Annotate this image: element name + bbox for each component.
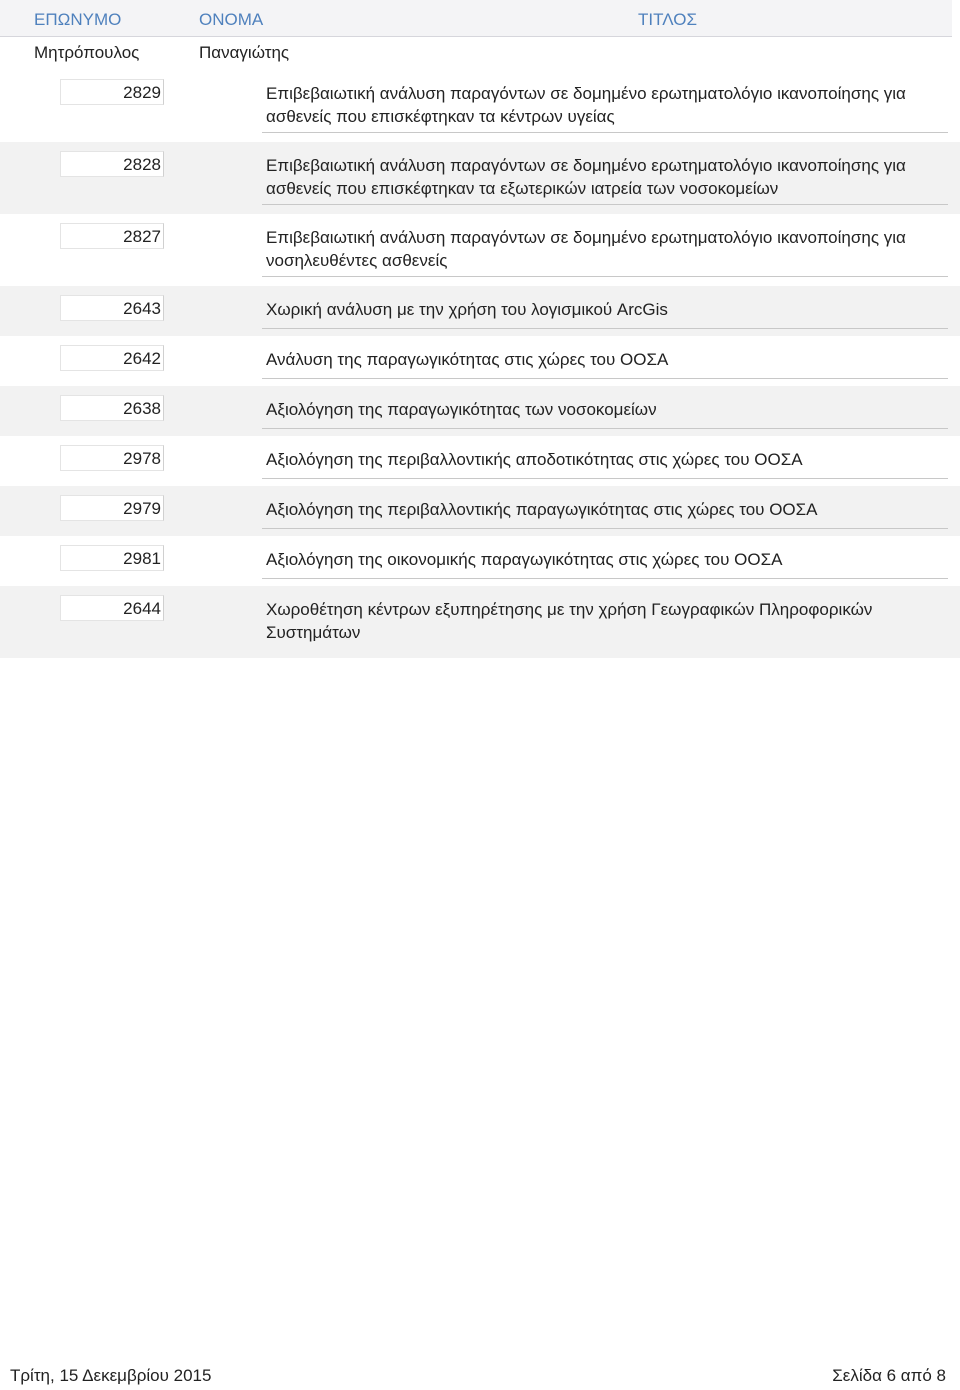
- code-cell: [60, 595, 164, 621]
- row-divider: [262, 204, 948, 205]
- table-row: [0, 486, 960, 536]
- code-cell: [60, 545, 164, 571]
- thesis-title: Χωροθέτηση κέντρων εξυπηρέτησης με την χρήση Γεωγραφικών Πληροφορικών Συστημάτων: [266, 600, 873, 642]
- table-row: [0, 386, 960, 436]
- table-row: [0, 286, 960, 336]
- row-divider: [262, 328, 948, 329]
- code-cell: [60, 395, 164, 421]
- thesis-code: 2642: [123, 349, 161, 368]
- code-cell: [60, 445, 164, 471]
- table-header: [0, 0, 952, 37]
- name-column-header: ΟΝΟΜΑ: [199, 10, 264, 29]
- thesis-title: Αξιολόγηση της περιβαλλοντικής αποδοτικότητας στις χώρες του ΟΟΣΑ: [266, 450, 803, 469]
- code-cell: [60, 79, 164, 105]
- thesis-title: Αξιολόγηση της περιβαλλοντικής παραγωγικότητας στις χώρες του ΟΟΣΑ: [266, 500, 818, 519]
- thesis-code: 2827: [123, 227, 161, 246]
- table-row: [0, 536, 960, 586]
- row-divider: [262, 578, 948, 579]
- row-divider: [262, 428, 948, 429]
- footer-date: Τρίτη, 15 Δεκεμβρίου 2015: [10, 1366, 212, 1385]
- title-column-header: ΤΙΤΛΟΣ: [638, 10, 697, 29]
- thesis-title: Επιβεβαιωτική ανάλυση παραγόντων σε δομημένο ερωτηματολόγιο ικανοποίησης για ασθενείς που επισκέφτηκαν τα κέντρων υγείας: [266, 84, 906, 126]
- code-cell: [60, 223, 164, 249]
- thesis-list: [0, 70, 960, 658]
- row-divider: [262, 528, 948, 529]
- thesis-title: Ανάλυση της παραγωγικότητας στις χώρες του ΟΟΣΑ: [266, 350, 669, 369]
- row-divider: [262, 378, 948, 379]
- thesis-title: Επιβεβαιωτική ανάλυση παραγόντων σε δομημένο ερωτηματολόγιο ικανοποίησης για νοσηλευθέντες ασθενείς: [266, 228, 906, 270]
- thesis-code: 2981: [123, 549, 161, 568]
- person-surname: Μητρόπουλος: [34, 43, 140, 62]
- code-cell: [60, 151, 164, 177]
- row-divider: [262, 132, 948, 133]
- thesis-code: 2829: [123, 83, 161, 102]
- table-row: [0, 70, 960, 142]
- thesis-title: Αξιολόγηση της οικονομικής παραγωγικότητας στις χώρες του ΟΟΣΑ: [266, 550, 783, 569]
- footer-page-number: Σελίδα 6 από 8: [832, 1366, 946, 1385]
- thesis-code: 2978: [123, 449, 161, 468]
- thesis-title: Χωρική ανάλυση με την χρήση του λογισμικού ArcGis: [266, 300, 668, 319]
- table-row: [0, 142, 960, 214]
- thesis-title: Επιβεβαιωτική ανάλυση παραγόντων σε δομημένο ερωτηματολόγιο ικανοποίησης για ασθενείς που επισκέφτηκαν τα εξωτερικών ιατρεία των νοσοκομείων: [266, 156, 906, 198]
- table-row: [0, 436, 960, 486]
- thesis-title: Αξιολόγηση της παραγωγικότητας των νοσοκομείων: [266, 400, 657, 419]
- thesis-code: 2638: [123, 399, 161, 418]
- surname-column-header: ΕΠΩΝΥΜΟ: [34, 10, 122, 29]
- code-cell: [60, 345, 164, 371]
- table-row: [0, 586, 960, 658]
- thesis-code: 2828: [123, 155, 161, 174]
- table-row: [0, 214, 960, 286]
- row-divider: [262, 276, 948, 277]
- thesis-code: 2979: [123, 499, 161, 518]
- thesis-code: 2644: [123, 599, 161, 618]
- table-row: [0, 336, 960, 386]
- thesis-code: 2643: [123, 299, 161, 318]
- row-divider: [262, 478, 948, 479]
- code-cell: [60, 295, 164, 321]
- code-cell: [60, 495, 164, 521]
- person-name: Παναγιώτης: [199, 43, 290, 62]
